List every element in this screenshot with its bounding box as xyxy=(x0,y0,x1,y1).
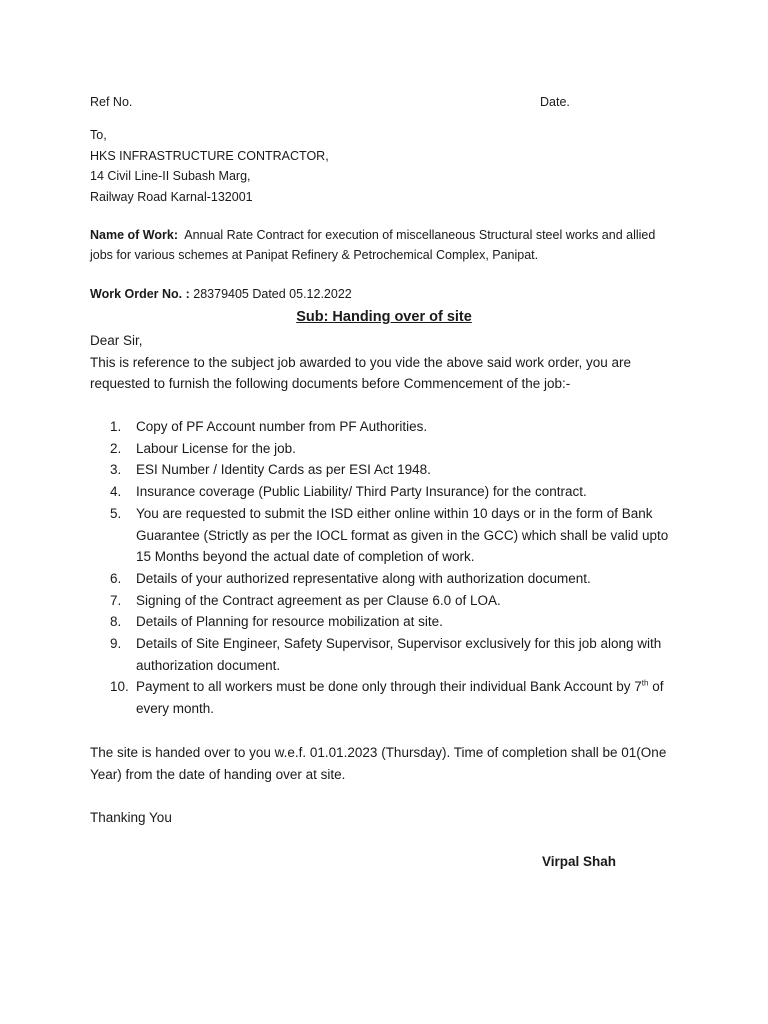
subject-heading: Sub: Handing over of site xyxy=(296,309,472,325)
intro-paragraph: This is reference to the subject job awarded to you vide the above said work order, you are requested to furnish the following documents before Commencement of the job:- xyxy=(90,354,632,392)
list-number: 9. xyxy=(110,636,122,652)
list-item-text: ESI Number / Identity Cards as per ESI Act 1948. xyxy=(136,462,431,478)
list-number: 10. xyxy=(110,679,129,695)
list-number: 6. xyxy=(110,570,122,586)
list-item xyxy=(90,676,680,719)
list-item xyxy=(90,503,680,568)
recipient-address xyxy=(90,125,329,207)
requirements-list xyxy=(90,416,680,720)
work-order-label: Work Order No. : xyxy=(90,287,190,301)
address-to: To, xyxy=(90,128,107,142)
signatory-name: Virpal Shah xyxy=(542,854,617,869)
list-number: 5. xyxy=(110,505,122,521)
date-label: Date. xyxy=(540,95,570,109)
list-number: 7. xyxy=(110,592,122,608)
list-item xyxy=(90,568,680,590)
address-line-3: Railway Road Karnal-132001 xyxy=(90,189,253,204)
list-item-text: Details of your authorized representative along with authorization document. xyxy=(136,570,591,586)
thanks-line: Thanking You xyxy=(90,810,172,825)
list-number: 8. xyxy=(110,614,122,630)
list-number: 1. xyxy=(110,419,122,434)
list-item-text-continued: of every month. xyxy=(136,679,664,717)
reference-row xyxy=(90,92,590,112)
letter-intro xyxy=(90,330,680,395)
list-number: 3. xyxy=(110,462,122,478)
list-item xyxy=(90,633,680,676)
list-item-text: Details of Planning for resource mobilization at site. xyxy=(136,614,443,630)
work-order-text: 28379405 Dated 05.12.2022 xyxy=(193,287,352,301)
list-item-text: Details of Site Engineer, Safety Supervisor, Supervisor exclusively for this job along with authorization document. xyxy=(136,636,662,673)
closing-paragraph: The site is handed over to you w.e.f. 01.01.2023 (Thursday). Time of completion shall be 01(One Year) from the date of handing over at site. xyxy=(90,745,667,782)
address-line-2: 14 Civil Line-II Subash Marg, xyxy=(90,169,251,183)
work-order xyxy=(90,284,352,304)
list-item-text: Copy of PF Account number from PF Authorities. xyxy=(136,419,428,434)
ref-no-label: Ref No. xyxy=(90,95,133,109)
list-item-text: Payment to all workers must be done only through their individual Bank Account by 7 xyxy=(136,679,642,695)
list-item-text: Signing of the Contract agreement as per Clause 6.0 of LOA. xyxy=(136,592,501,608)
list-item xyxy=(90,416,680,438)
name-of-work xyxy=(90,225,680,265)
list-item xyxy=(90,481,680,503)
name-of-work-label: Name of Work: xyxy=(90,228,178,242)
list-item-text: Labour License for the job. xyxy=(136,440,296,456)
address-line-1: HKS INFRASTRUCTURE CONTRACTOR, xyxy=(90,148,329,163)
name-of-work-text: Annual Rate Contract for execution of miscellaneous Structural steel works and allied jobs for various schemes at Panipat Refinery & Petrochemical Complex, Panipat. xyxy=(90,228,656,262)
list-item xyxy=(90,438,680,460)
list-item-text: Insurance coverage (Public Liability/ Third Party Insurance) for the contract. xyxy=(136,484,587,500)
ordinal-superscript: th xyxy=(641,678,649,688)
list-item xyxy=(90,590,680,612)
list-item xyxy=(90,459,680,481)
list-number: 4. xyxy=(110,484,122,500)
salutation: Dear Sir, xyxy=(90,333,143,348)
list-number: 2. xyxy=(110,440,122,456)
list-item xyxy=(90,611,680,633)
list-item-text: You are requested to submit the ISD either online within 10 days or in the form of Bank Guarantee (Strictly as per the IOCL format as given in the GCC) which shall be valid upto 15 Months beyond the actual date of completion of work. xyxy=(136,505,669,565)
